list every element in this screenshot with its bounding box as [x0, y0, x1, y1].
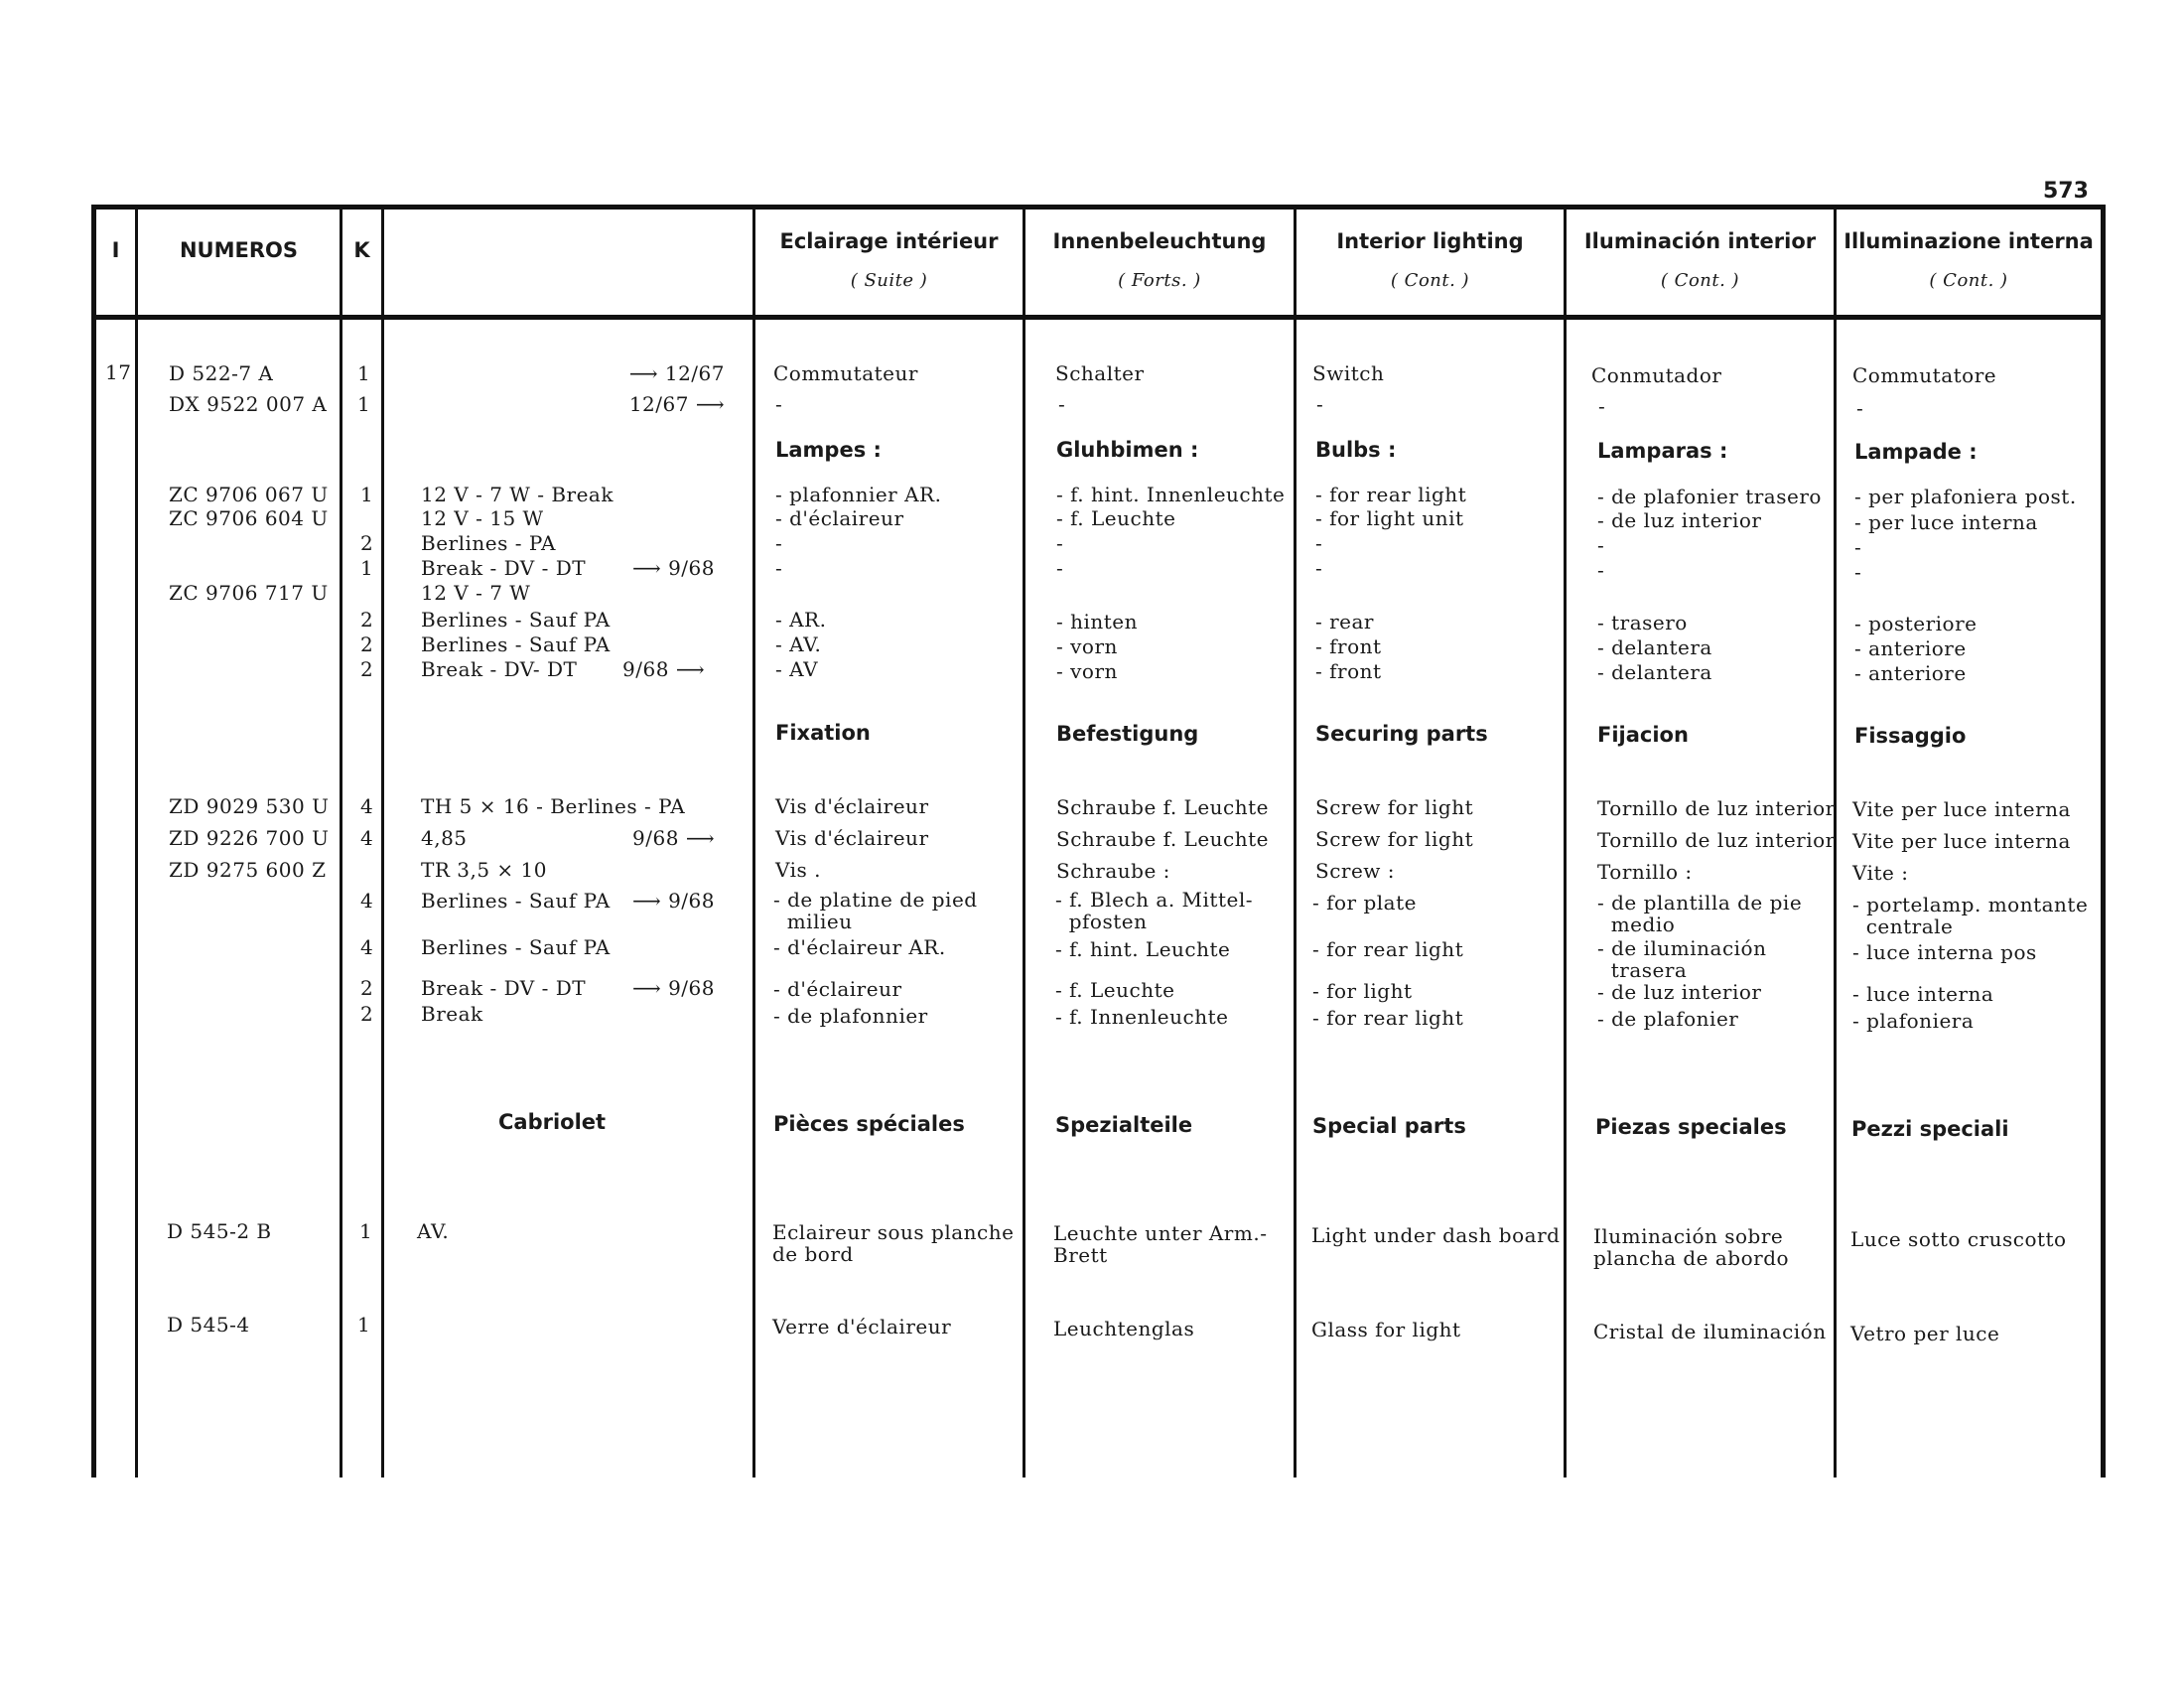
date-range: ⟶ 12/67 [628, 361, 725, 385]
quantity: 4 [360, 826, 374, 850]
date-range: 12/67 ⟶ [628, 392, 725, 416]
desc-en: - [1315, 531, 1323, 555]
part-number: D 522-7 A [169, 361, 274, 385]
variant-description: Berlines - Sauf PA [421, 935, 611, 959]
column-rule-left [91, 205, 96, 1477]
desc-fr: - de plafonnier [773, 1004, 928, 1028]
desc-es: - [1597, 533, 1605, 557]
quantity: 1 [357, 361, 371, 385]
variant-description: 12 V - 7 W [421, 581, 531, 605]
section-heading-fr: Fixation [775, 721, 871, 745]
variant-description: Break - DV - DT [421, 556, 587, 580]
desc-es: - trasero [1597, 611, 1688, 634]
section-heading-es: Fijacion [1597, 723, 1689, 747]
section-heading-de: Befestigung [1056, 722, 1199, 746]
column-rule-en [1564, 209, 1567, 1477]
section-heading-de: Spezialteile [1055, 1113, 1193, 1137]
desc-en: - front [1315, 634, 1382, 658]
desc-de: - f. hint. Innenleuchte [1056, 483, 1286, 506]
desc-en: - for rear light [1312, 937, 1464, 961]
desc-es: Iluminación sobre plancha de abordo [1593, 1224, 1790, 1270]
variant-description: 12 V - 7 W - Break [421, 483, 614, 506]
header-es-title: Iluminación interior [1583, 229, 1817, 253]
part-number: ZD 9226 700 U [169, 826, 330, 850]
variant-description: AV. [417, 1219, 450, 1243]
header-it-sub: ( Cont. ) [1929, 270, 2008, 291]
quantity: 1 [360, 483, 374, 506]
desc-en: - for light [1312, 979, 1413, 1003]
quantity: 2 [360, 1002, 374, 1026]
section-heading-it: Fissaggio [1854, 724, 1967, 748]
quantity: 2 [360, 976, 374, 1000]
desc-es: - delantera [1597, 635, 1712, 659]
desc-fr: - AV. [775, 633, 822, 656]
desc-de: - [1058, 392, 1066, 416]
header-it-title: Illuminazione interna [1843, 229, 2094, 253]
desc-de: - f. Leuchte [1056, 506, 1176, 530]
part-number: ZD 9029 530 U [169, 794, 330, 818]
desc-it: Vetro per luce [1850, 1322, 2000, 1345]
date-range: ⟶ 9/68 [632, 889, 715, 913]
section-heading-en: Special parts [1312, 1114, 1466, 1138]
desc-en: - for rear light [1312, 1006, 1464, 1030]
variant-description: 12 V - 15 W [421, 506, 544, 530]
desc-it: - portelamp. montante centrale [1852, 893, 2089, 938]
part-number: D 545-2 B [167, 1219, 272, 1243]
desc-en: Screw : [1315, 859, 1396, 883]
desc-es: - [1598, 394, 1606, 418]
header-es-sub: ( Cont. ) [1660, 270, 1740, 291]
desc-fr: - de platine de pied milieu [773, 888, 978, 933]
variant-description: Break - DV- DT [421, 657, 578, 681]
desc-fr: - d'éclaireur AR. [773, 935, 946, 959]
desc-es: - de iluminación trasera [1597, 936, 1767, 982]
desc-it: - luce interna [1852, 982, 1994, 1006]
desc-en: - front [1315, 659, 1382, 683]
desc-es: Tornillo de luz interior [1597, 796, 1836, 820]
desc-it: - [1854, 535, 1862, 559]
variant-description: Berlines - PA [421, 531, 556, 555]
desc-en: - [1316, 392, 1324, 416]
desc-fr: - d'éclaireur [773, 977, 902, 1001]
desc-es: - [1597, 558, 1605, 582]
part-number: ZC 9706 717 U [169, 581, 329, 605]
section-heading-fr: Lampes : [775, 438, 882, 462]
desc-it: Commutatore [1852, 363, 1997, 387]
desc-es: - delantera [1597, 660, 1712, 684]
section-heading-it: Lampade : [1854, 440, 1978, 464]
desc-fr: Eclaireur sous planche de bord [772, 1220, 1015, 1266]
part-number: D 545-4 [167, 1313, 250, 1336]
part-number: ZD 9275 600 Z [169, 858, 327, 882]
section-heading-en: Bulbs : [1315, 438, 1397, 462]
desc-en: - for light unit [1315, 506, 1464, 530]
section-heading-es: Piezas speciales [1595, 1115, 1787, 1139]
desc-en: - rear [1315, 610, 1374, 633]
date-range: 9/68 ⟶ [632, 826, 715, 850]
desc-de: - f. hint. Leuchte [1055, 937, 1231, 961]
desc-it: - luce interna pos [1852, 940, 2037, 964]
date-range: ⟶ 9/68 [632, 556, 715, 580]
variant-description: Berlines - Sauf PA [421, 608, 611, 632]
header-de-sub: ( Forts. ) [1118, 270, 1201, 291]
variant-description: TH 5 × 16 - Berlines - PA [421, 794, 686, 818]
quantity: 4 [360, 794, 374, 818]
variant-description: Break [421, 1002, 483, 1026]
quantity: 4 [360, 935, 374, 959]
desc-en: Screw for light [1315, 795, 1474, 819]
header-fr-title: Eclairage intérieur [779, 229, 999, 253]
desc-de: - [1056, 556, 1064, 580]
section-heading-es: Lamparas : [1597, 439, 1728, 463]
desc-en: - for rear light [1315, 483, 1467, 506]
desc-de: - hinten [1056, 610, 1139, 633]
desc-es: Conmutador [1591, 363, 1722, 387]
header-index: I [111, 238, 120, 262]
desc-es: - de plantilla de pie medio [1597, 891, 1803, 936]
desc-fr: Vis d'éclaireur [775, 826, 929, 850]
quantity: 2 [360, 633, 374, 656]
variant-description: Break - DV - DT [421, 976, 587, 1000]
group-index: 17 [105, 360, 132, 384]
quantity: 2 [360, 657, 374, 681]
desc-en: Light under dash board [1311, 1223, 1561, 1247]
date-range: ⟶ 9/68 [632, 976, 715, 1000]
column-rule-description [752, 209, 755, 1477]
desc-es: - de plafonier trasero [1597, 485, 1822, 508]
desc-fr: - [775, 392, 783, 416]
desc-fr: - d'éclaireur [775, 506, 904, 530]
desc-fr: Vis . [775, 858, 821, 882]
desc-it: - per luce interna [1854, 510, 2038, 534]
section-heading-en: Securing parts [1315, 722, 1488, 746]
quantity: 4 [360, 889, 374, 913]
desc-fr: - [775, 531, 783, 555]
desc-es: Tornillo : [1597, 860, 1693, 884]
header-en-title: Interior lighting [1336, 229, 1524, 253]
column-rule-index [135, 209, 138, 1477]
desc-fr: Commutateur [773, 361, 918, 385]
desc-en: - for plate [1312, 891, 1417, 914]
desc-es: - de luz interior [1597, 508, 1762, 532]
desc-it: Luce sotto cruscotto [1850, 1227, 2067, 1251]
part-number: ZC 9706 067 U [169, 483, 329, 506]
desc-en: Screw for light [1315, 827, 1474, 851]
table-top-rule [91, 205, 2105, 210]
variant-description: Berlines - Sauf PA [421, 889, 611, 913]
desc-de: - f. Leuchte [1055, 978, 1175, 1002]
desc-de: Schraube : [1056, 859, 1170, 883]
desc-en: Glass for light [1311, 1318, 1461, 1341]
quantity: 1 [357, 392, 371, 416]
desc-fr: Verre d'éclaireur [772, 1315, 952, 1338]
desc-it: - anteriore [1854, 636, 1967, 660]
desc-fr: - plafonnier AR. [775, 483, 942, 506]
desc-de: Leuchtenglas [1053, 1317, 1195, 1340]
header-de-title: Innenbeleuchtung [1052, 229, 1267, 253]
date-range: 9/68 ⟶ [622, 657, 705, 681]
desc-de: - f. Innenleuchte [1055, 1005, 1229, 1029]
column-rule-de [1294, 209, 1297, 1477]
variant-description: Berlines - Sauf PA [421, 633, 611, 656]
desc-it: - [1854, 560, 1862, 584]
header-en-sub: ( Cont. ) [1390, 270, 1470, 291]
desc-it: - anteriore [1854, 661, 1967, 685]
desc-it: - [1856, 396, 1864, 420]
quantity: 1 [360, 556, 374, 580]
desc-it: Vite per luce interna [1852, 829, 2071, 853]
desc-fr: Vis d'éclaireur [775, 794, 929, 818]
quantity: 1 [359, 1219, 373, 1243]
desc-es: Cristal de iluminación [1593, 1320, 1827, 1343]
desc-de: Schraube f. Leuchte [1056, 827, 1270, 851]
column-rule-fr [1023, 209, 1025, 1477]
desc-de: - f. Blech a. Mittel- pfosten [1055, 888, 1253, 933]
desc-it: - plafoniera [1852, 1009, 1975, 1033]
desc-de: Schraube f. Leuchte [1056, 795, 1270, 819]
header-k: K [353, 238, 370, 262]
desc-de: - vorn [1056, 659, 1118, 683]
column-rule-numeros [340, 209, 342, 1477]
desc-es: - de luz interior [1597, 980, 1762, 1004]
desc-fr: - AV [775, 657, 819, 681]
desc-fr: - AR. [775, 608, 827, 632]
part-number: DX 9522 007 A [169, 392, 328, 416]
section-heading-de: Gluhbimen : [1056, 438, 1199, 462]
desc-es: - de plafonier [1597, 1007, 1739, 1031]
header-numeros: NUMEROS [179, 238, 299, 262]
column-rule-right [2101, 205, 2106, 1477]
desc-de: - vorn [1056, 634, 1118, 658]
desc-en: Switch [1312, 361, 1385, 385]
quantity: 2 [360, 608, 374, 632]
page-number: 573 [2043, 179, 2089, 204]
quantity: 1 [357, 1313, 371, 1336]
desc-es: Tornillo de luz interior [1597, 828, 1836, 852]
desc-de: Schalter [1055, 361, 1145, 385]
quantity: 2 [360, 531, 374, 555]
section-heading-fr: Pièces spéciales [773, 1112, 965, 1136]
column-rule-k [381, 209, 384, 1477]
variant-description: TR 3,5 × 10 [421, 858, 547, 882]
desc-it: - per plafoniera post. [1854, 485, 2077, 508]
desc-de: - [1056, 531, 1064, 555]
desc-it: Vite : [1852, 861, 1909, 885]
desc-en: - [1315, 556, 1323, 580]
section-heading-it: Pezzi speciali [1851, 1117, 2009, 1141]
desc-fr: - [775, 556, 783, 580]
desc-it: - posteriore [1854, 612, 1978, 635]
variant-heading: Cabriolet [498, 1110, 607, 1134]
variant-description: 4,85 [421, 826, 468, 850]
header-bottom-rule [91, 315, 2105, 320]
header-fr-sub: ( Suite ) [850, 270, 928, 291]
desc-de: Leuchte unter Arm.- Brett [1053, 1221, 1268, 1267]
desc-it: Vite per luce interna [1852, 797, 2071, 821]
part-number: ZC 9706 604 U [169, 506, 329, 530]
